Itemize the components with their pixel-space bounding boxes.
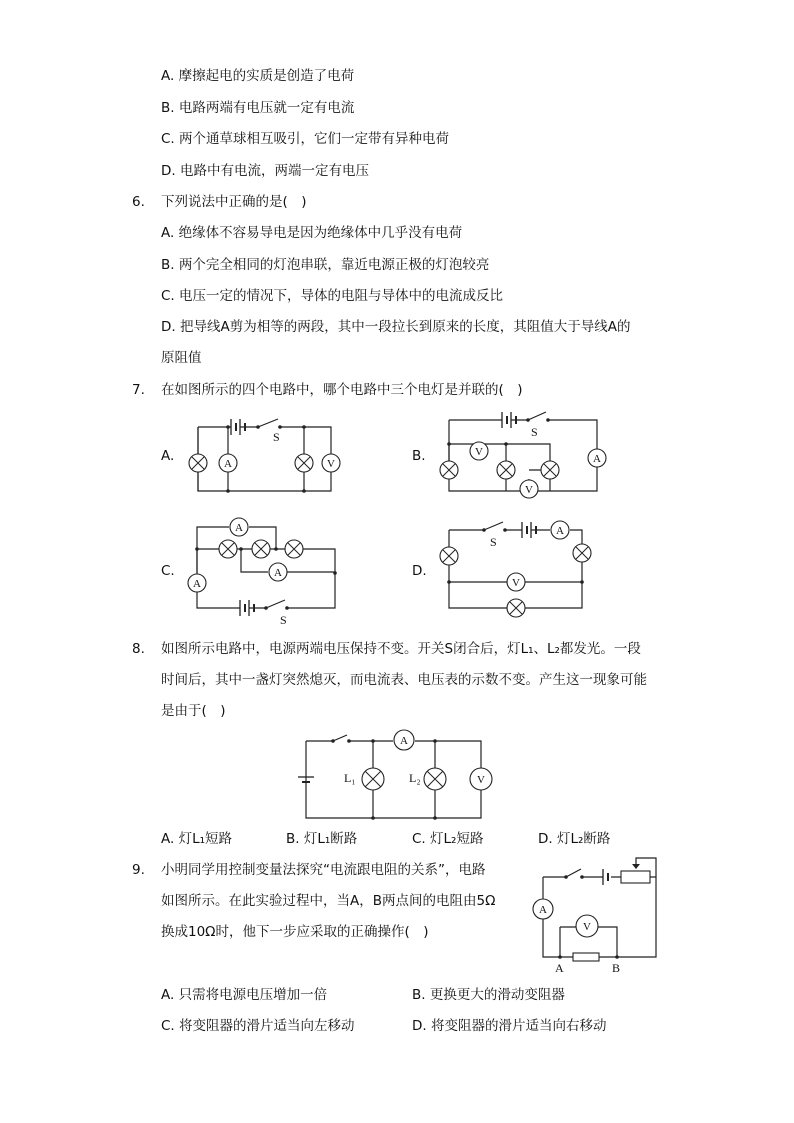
q8-stem-line-1: 如图所示电路中，电源两端电压保持不变。开关S闭合后，灯L₁、L₂都发光。一段 bbox=[161, 641, 641, 657]
q7d-voltmeter: V bbox=[512, 577, 520, 589]
q9-option-b: B. 更换更大的滑动变阻器 bbox=[412, 987, 565, 1003]
q7a-voltmeter: V bbox=[327, 458, 335, 470]
q8-number: 8. bbox=[132, 641, 145, 657]
q7d-switch-label: S bbox=[490, 535, 497, 549]
q8-l2-label: L₂ bbox=[409, 771, 421, 785]
q8-option-a: A. 灯L₁短路 bbox=[161, 831, 233, 847]
q7c-switch-label: S bbox=[280, 613, 287, 627]
q9-number: 9. bbox=[132, 862, 145, 878]
q5-option-b: B. 电路两端有电压就一定有电流 bbox=[161, 100, 355, 116]
q5-option-d: D. 电路中有电流，两端一定有电压 bbox=[161, 163, 369, 179]
q8-l1-label: L₁ bbox=[344, 771, 356, 785]
q7-label-a: A. bbox=[161, 448, 175, 464]
q6-option-d: D. 把导线A剪为相等的两段，其中一段拉长到原来的长度，其阻值大于导线A的 bbox=[161, 319, 631, 335]
q6-option-c: C. 电压一定的情况下，导体的电阻与导体中的电流成反比 bbox=[161, 288, 504, 304]
q6-option-d-continued: 原阻值 bbox=[161, 350, 202, 366]
q9-stem-line-3: 换成10Ω时，他下一步应采取的正确操作( ) bbox=[161, 924, 429, 940]
q8-stem-line-3: 是由于( ) bbox=[161, 703, 226, 719]
q5-option-a: A. 摩擦起电的实质是创造了电荷 bbox=[161, 68, 355, 84]
q7-label-b: B. bbox=[412, 448, 426, 464]
q9-stem-line-1: 小明同学用控制变量法探究“电流跟电阻的关系”，电路 bbox=[161, 862, 486, 878]
q7a-switch-label: S bbox=[273, 430, 280, 444]
q9-point-a: A bbox=[555, 961, 564, 975]
q6-option-a: A. 绝缘体不容易导电是因为绝缘体中几乎没有电荷 bbox=[161, 225, 463, 241]
q7b-ammeter: A bbox=[593, 453, 601, 465]
q6-number: 6. bbox=[132, 194, 145, 210]
q7-stem: 在如图所示的四个电路中，哪个电路中三个电灯是并联的( ) bbox=[161, 382, 523, 398]
q8-ammeter: A bbox=[400, 735, 408, 747]
q7c-ammeter-top: A bbox=[235, 522, 243, 534]
q7a-ammeter: A bbox=[224, 458, 232, 470]
q8-option-b: B. 灯L₁断路 bbox=[286, 831, 358, 847]
q5-option-c: C. 两个通草球相互吸引，它们一定带有异种电荷 bbox=[161, 131, 450, 147]
q7c-ammeter-left: A bbox=[193, 578, 201, 590]
q9-option-c: C. 将变阻器的滑片适当向左移动 bbox=[161, 1018, 355, 1034]
q9-voltmeter: V bbox=[583, 921, 591, 933]
q8-option-c: C. 灯L₂短路 bbox=[412, 831, 484, 847]
q7b-voltmeter-1: V bbox=[475, 446, 483, 458]
q6-stem: 下列说法中正确的是( ) bbox=[161, 194, 307, 210]
q6-option-b: B. 两个完全相同的灯泡串联，靠近电源正极的灯泡较亮 bbox=[161, 257, 490, 273]
q7-label-c: C. bbox=[161, 563, 175, 579]
q9-point-b: B bbox=[612, 961, 621, 975]
q8-voltmeter: V bbox=[477, 774, 485, 786]
q9-ammeter: A bbox=[539, 904, 547, 916]
q8-stem-line-2: 时间后，其中一盏灯突然熄灭，而电流表、电压表的示数不变。产生这一现象可能 bbox=[161, 672, 647, 688]
q7-number: 7. bbox=[132, 382, 145, 398]
q8-option-d: D. 灯L₂断路 bbox=[538, 831, 611, 847]
q7b-voltmeter-2: V bbox=[525, 484, 533, 496]
q7d-ammeter: A bbox=[556, 525, 564, 537]
q9-option-a: A. 只需将电源电压增加一倍 bbox=[161, 987, 328, 1003]
q7-label-d: D. bbox=[412, 563, 427, 579]
q9-stem-line-2: 如图所示。在此实验过程中，当A，B两点间的电阻由5Ω bbox=[161, 893, 496, 909]
q9-option-d: D. 将变阻器的滑片适当向右移动 bbox=[412, 1018, 607, 1034]
q7b-switch-label: S bbox=[531, 425, 538, 439]
q7c-ammeter-bottom: A bbox=[274, 567, 282, 579]
